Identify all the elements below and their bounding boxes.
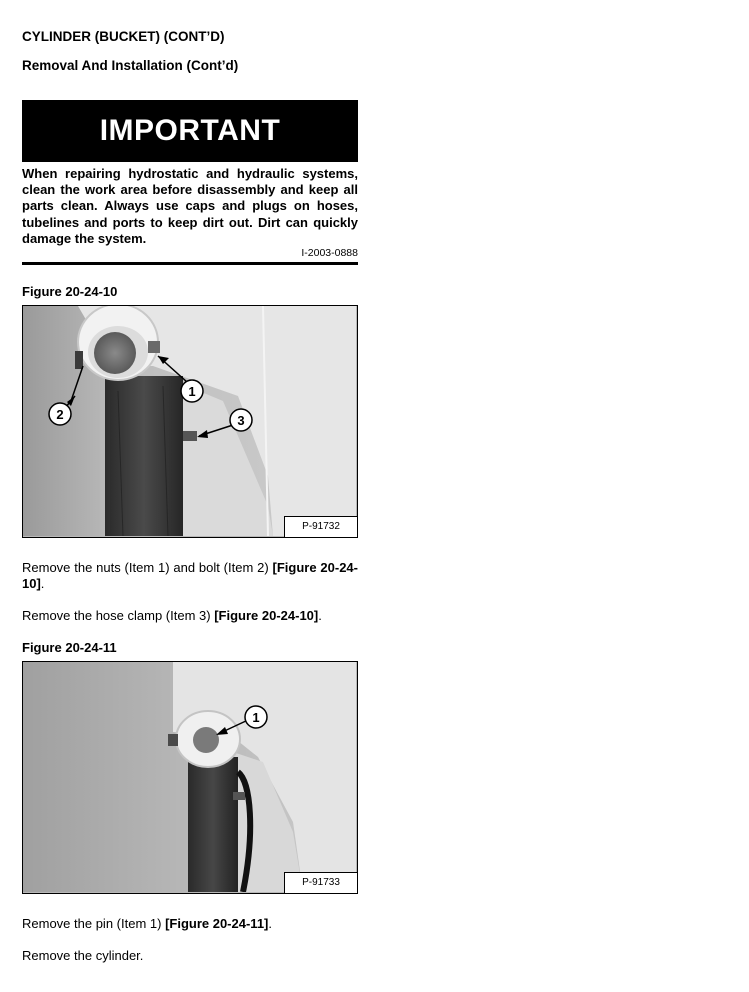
subsection-title: Removal And Installation (Cont’d)	[22, 58, 239, 73]
figure-photo-1	[22, 305, 358, 538]
section-title: CYLINDER (BUCKET) (CONT’D)	[22, 29, 225, 44]
callout-3: 3	[237, 413, 245, 428]
figure-ref-link[interactable]: [Figure 20-24-10]	[22, 560, 358, 592]
step-pin-end: .	[268, 916, 273, 931]
figure-title-2: Figure 20-24-11	[22, 640, 117, 655]
photo-number-2: P-91733	[284, 872, 357, 893]
figure-ref-link[interactable]: [Figure 20-24-11]	[165, 916, 269, 931]
step-nuts-bolt-end: .	[40, 576, 45, 592]
divider-rule	[22, 262, 358, 265]
photo-illustration-1	[23, 306, 356, 536]
important-text: When repairing hydrostatic and hydraulic systems, clean the work area before disassembly and keep all parts clean. Always use caps and plugs on hoses, tubelines and ports to keep dirt out. Dirt can quickly damage the system.	[22, 166, 358, 246]
photo-illustration-2	[23, 662, 356, 892]
step-cylinder: Remove the cylinder.	[22, 948, 144, 963]
figure-photo-2	[22, 661, 358, 894]
figure-title-1: Figure 20-24-10	[22, 284, 118, 299]
callout-1: 1	[252, 710, 260, 725]
callout-2: 2	[56, 407, 64, 422]
important-code: I-2003-0888	[301, 247, 358, 259]
important-banner: IMPORTANT	[22, 100, 358, 162]
step-hose-clamp-text: Remove the hose clamp (Item 3)	[22, 608, 215, 623]
step-pin	[22, 916, 358, 932]
step-hose-clamp	[22, 608, 358, 624]
step-hose-clamp-end: .	[318, 608, 322, 623]
photo-number-1: P-91732	[284, 516, 357, 537]
step-pin-text: Remove the pin (Item 1)	[22, 916, 166, 931]
figure-ref-link[interactable]: [Figure 20-24-10]	[214, 608, 319, 623]
callout-1: 1	[188, 384, 196, 399]
step-nuts-bolt-text: Remove the nuts (Item 1) and bolt (Item 2)	[22, 560, 273, 575]
step-nuts-bolt	[22, 560, 358, 592]
